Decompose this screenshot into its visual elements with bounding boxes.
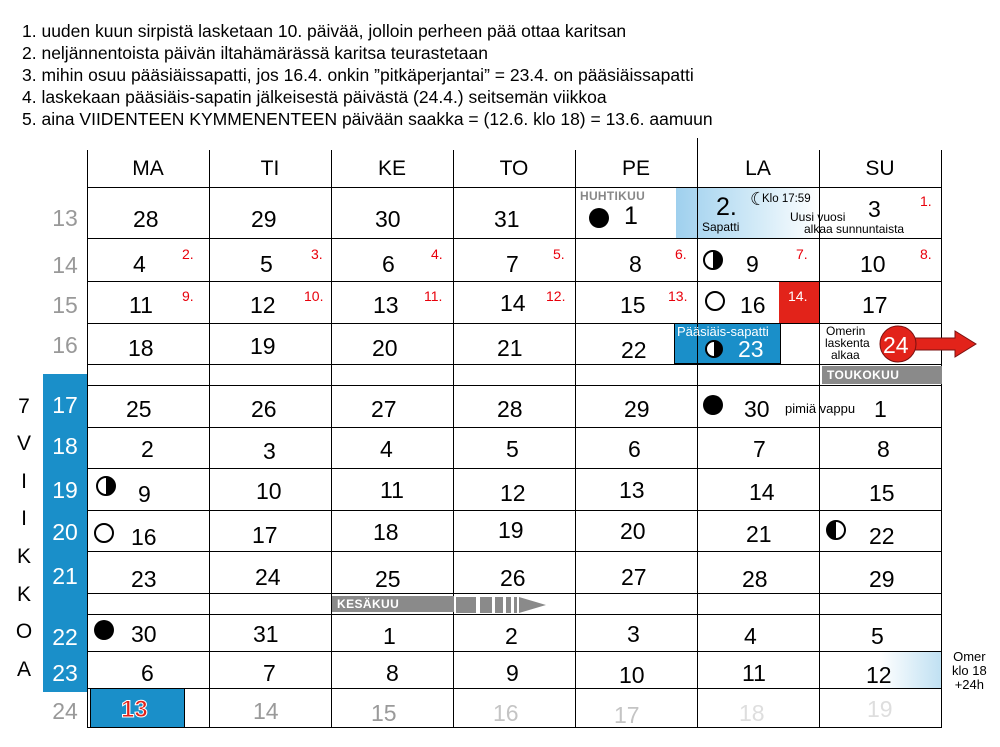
grid-line — [87, 187, 942, 188]
count-label: 5. — [553, 246, 565, 262]
weekday-header: KE — [377, 157, 406, 180]
day-number: 9 — [138, 481, 151, 507]
day-number: 26 — [500, 565, 526, 591]
day-number: 15 — [371, 700, 397, 726]
week-number: 17 — [52, 392, 78, 418]
day-number: 16 — [740, 292, 766, 318]
day-number: 22 — [621, 337, 647, 363]
day-number: 12 — [866, 662, 892, 688]
day-number: 6 — [141, 660, 154, 686]
omer-note-line: klo 18 — [952, 663, 987, 678]
week-number: 24 — [52, 698, 78, 724]
week-number: 22 — [52, 624, 78, 650]
day-number: 30 — [744, 396, 770, 422]
day-number: 5 — [260, 251, 273, 277]
grid-line — [87, 688, 942, 689]
count-label: 8. — [920, 246, 932, 262]
kesakuu-arrow-icon — [456, 594, 548, 616]
day-number: 17 — [614, 702, 640, 728]
day-number: 19 — [867, 696, 893, 722]
day-number: 24 — [255, 564, 281, 590]
day-number: 5 — [871, 623, 884, 649]
day-number: 10 — [256, 478, 282, 504]
day-number: 23 — [131, 566, 157, 592]
day-number: 19 — [498, 517, 524, 543]
note-4: 4. laskekaan pääsiäis-sapatin jälkeisestä päivästä (24.4.) seitsemän viikkoa — [22, 87, 607, 107]
omer-note — [952, 650, 987, 692]
day-number: 11 — [129, 292, 153, 318]
day-number: 14 — [253, 698, 279, 724]
day-number: 2 — [141, 436, 154, 462]
weekday-header: MA — [132, 157, 164, 180]
day-number: 29 — [624, 396, 650, 422]
day-number: 10 — [860, 251, 886, 277]
day-number: 28 — [133, 206, 159, 232]
grid-line — [87, 385, 942, 386]
day-number: 29 — [869, 566, 895, 592]
day-number: 21 — [746, 521, 772, 547]
grid-line — [87, 727, 942, 728]
day-number: 3 — [627, 621, 640, 647]
day-number: 17 — [862, 292, 888, 318]
day-number: 31 — [253, 621, 279, 647]
first-quarter-moon-icon — [705, 340, 723, 358]
sapatti-label: Sapatti — [702, 220, 740, 234]
full-moon-icon — [589, 208, 609, 228]
day-number: 8 — [629, 251, 642, 277]
full-moon-icon — [94, 620, 114, 640]
first-quarter-moon-icon — [703, 250, 723, 270]
day-number: 5 — [506, 436, 519, 462]
grid-line — [87, 468, 942, 469]
day-number: 20 — [372, 335, 398, 361]
pimia-vappu-label: pimiä vappu — [785, 401, 856, 416]
viikko-letter: I — [21, 507, 27, 530]
day-number: 26 — [251, 396, 277, 422]
day-number: 31 — [494, 206, 520, 232]
month-label-kesakuu: KESÄKUU — [337, 597, 400, 611]
count-label: 11. — [424, 288, 443, 304]
crescent-moon-icon: ☾ — [750, 189, 767, 209]
grid-line — [87, 150, 88, 728]
count-label: 10. — [304, 288, 324, 304]
day-number: 18 — [373, 519, 399, 545]
grid-line — [87, 364, 942, 365]
first-quarter-moon-icon — [96, 476, 116, 496]
omerin-label: alkaa — [831, 348, 860, 362]
month-label-huhtikuu: HUHTIKUU — [580, 189, 646, 203]
day-number: 8 — [877, 436, 890, 462]
weekday-header: SU — [865, 157, 895, 180]
grid-line — [575, 150, 576, 728]
moon-time-label: Klo 17:59 — [762, 193, 811, 205]
day-number: 1 — [383, 623, 396, 649]
day-number: 16 — [493, 700, 519, 726]
note-3: 3. mihin osuu pääsiäissapatti, jos 16.4. onkin ”pitkäperjantai” = 23.4. on pääsiäissapatti — [22, 65, 694, 85]
grid-line — [209, 150, 210, 728]
day-number: 3 — [263, 438, 276, 464]
day-number: 20 — [620, 518, 646, 544]
week-number: 13 — [52, 205, 78, 231]
instructions-list — [22, 20, 713, 130]
new-year-label: Uusi vuosi — [790, 210, 846, 224]
day-number: 17 — [252, 522, 278, 548]
day-number: 19 — [250, 333, 276, 359]
week-number: 16 — [52, 332, 78, 358]
day-number: 15 — [620, 292, 646, 318]
day-number: 1 — [874, 396, 887, 422]
day-number: 30 — [375, 206, 401, 232]
grid-line — [87, 238, 942, 239]
day-number: 12 — [500, 480, 526, 506]
day-number: 25 — [126, 396, 152, 422]
note-1: 1. uuden kuun sirpistä lasketaan 10. päivää, jolloin perheen pää ottaa karitsan — [22, 21, 627, 41]
day-number: 13 — [121, 696, 148, 723]
day-number: 18 — [739, 700, 765, 726]
day-number: 9 — [746, 251, 759, 277]
omer-note-line: +24h — [954, 677, 984, 692]
count-label: 12. — [546, 288, 566, 304]
day-number: 16 — [131, 524, 157, 550]
omerin-label: laskenta — [825, 336, 870, 350]
count-label: 9. — [182, 288, 194, 304]
paasiais-sapatti-label: Pääsiäis-sapatti — [677, 324, 769, 339]
week-number: 23 — [52, 660, 78, 686]
weekday-header: TI — [260, 157, 280, 180]
day-number: 9 — [506, 660, 519, 686]
weekday-header: TO — [499, 157, 529, 180]
grid-line — [819, 150, 820, 728]
viikko-letter: K — [16, 545, 31, 568]
full-moon-icon — [703, 395, 723, 415]
viikko-letter: V — [16, 432, 31, 455]
grid-line — [87, 427, 942, 428]
day-number: 11 — [380, 477, 404, 503]
grid-line — [453, 150, 454, 728]
day-number: 22 — [869, 523, 895, 549]
grid-line — [87, 651, 942, 652]
count-label: 14. — [788, 288, 808, 304]
day-number: 21 — [497, 335, 523, 361]
day-number: 28 — [497, 396, 523, 422]
grid-line — [87, 551, 942, 552]
day-number: 27 — [371, 396, 397, 422]
day-number: 14 — [749, 479, 775, 505]
new-moon-icon — [94, 523, 114, 543]
day-number: 15 — [869, 480, 895, 506]
week-number: 15 — [52, 292, 78, 318]
month-label-toukokuu: TOUKOKUU — [827, 368, 900, 382]
day-number: 27 — [621, 564, 647, 590]
day-number: 4 — [380, 436, 393, 462]
count-label: 3. — [311, 246, 323, 262]
week-number: 20 — [52, 519, 78, 545]
viikko-letter: I — [21, 470, 27, 493]
day-number: 14 — [500, 290, 526, 316]
omerin-label: Omerin — [826, 324, 866, 338]
day-number: 29 — [251, 206, 277, 232]
day-number: 7 — [753, 436, 766, 462]
count-label: 1. — [920, 193, 932, 209]
note-2: 2. neljännentoista päivän iltahämärässä karitsa teurastetaan — [22, 43, 488, 63]
day-number: 2 — [505, 623, 518, 649]
count-label: 2. — [182, 246, 194, 262]
grid-line — [331, 150, 332, 728]
week-number: 21 — [52, 563, 78, 589]
weekday-header: LA — [745, 157, 771, 180]
viikko-letter: O — [15, 620, 33, 643]
week-number: 19 — [52, 477, 78, 503]
weekday-header: PE — [621, 157, 650, 180]
day-number: 6 — [628, 436, 641, 462]
day-number: 11 — [742, 660, 766, 686]
note-5: 5. aina VIIDENTEEN KYMMENENTEEN päivään saakka = (12.6. klo 18) = 13.6. aamuun — [22, 109, 713, 129]
day-number: 24 — [883, 332, 909, 358]
count-label: 6. — [675, 246, 687, 262]
day-number: 30 — [131, 621, 157, 647]
new-moon-icon — [705, 291, 725, 311]
month-bar-kesakuu — [332, 596, 454, 612]
day-number: 4 — [133, 251, 146, 277]
last-quarter-moon-icon — [826, 520, 846, 540]
day-number: 13 — [373, 292, 399, 318]
viikko-letter: K — [16, 583, 31, 606]
day-number: 10 — [619, 662, 645, 688]
day-number: 23 — [738, 336, 764, 362]
grid-line — [87, 323, 942, 324]
day-number: 7 — [263, 660, 276, 686]
day-number: 13 — [619, 477, 645, 503]
day-number: 28 — [742, 566, 768, 592]
week-number: 14 — [52, 252, 78, 278]
month-bar-toukokuu — [822, 366, 942, 384]
day-number: 6 — [382, 251, 395, 277]
viikko-letter: A — [16, 658, 31, 681]
day-number: 3 — [868, 196, 881, 222]
day-number: 4 — [744, 623, 757, 649]
new-year-sublabel: alkaa sunnuntaista — [804, 222, 905, 236]
grid-line — [697, 138, 698, 728]
day-number: 8 — [386, 660, 399, 686]
day-number: 25 — [375, 566, 401, 592]
grid-line — [941, 150, 942, 728]
grid-line — [87, 281, 942, 282]
day-number: 1 — [624, 202, 638, 230]
day-number: 2. — [716, 193, 737, 221]
grid-line — [87, 510, 942, 511]
week-number: 18 — [52, 433, 78, 459]
count-label: 13. — [668, 288, 688, 304]
day-number: 18 — [128, 335, 154, 361]
omer-note-line: Omer — [953, 649, 986, 664]
day-number: 7 — [506, 251, 519, 277]
viikko-letter: 7 — [18, 395, 30, 418]
count-label: 4. — [431, 246, 443, 262]
count-label: 7. — [796, 246, 808, 262]
day-number: 12 — [250, 292, 276, 318]
